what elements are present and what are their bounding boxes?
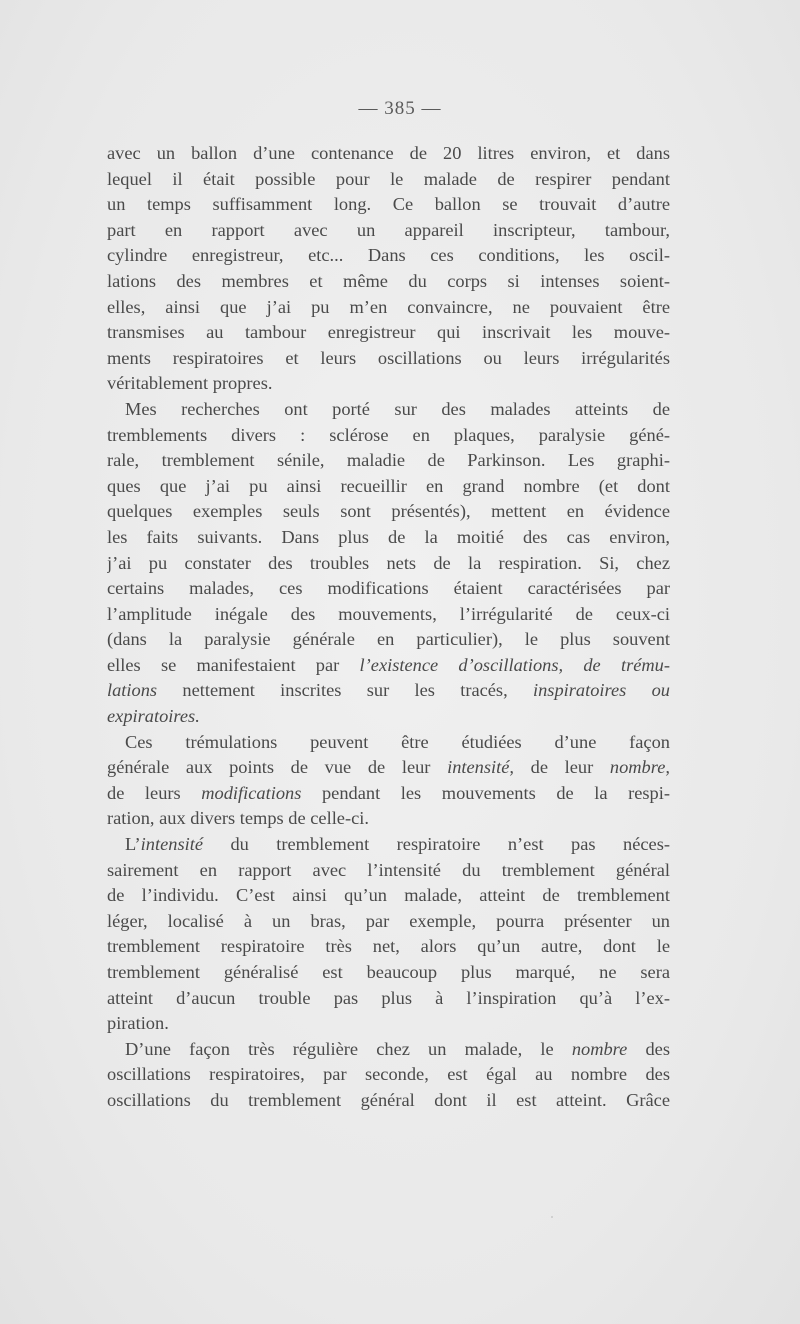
text-run: L’ xyxy=(125,834,141,855)
text-line: avec un ballon d’une contenance de 20 litres environ, et dans xyxy=(107,143,670,163)
text-line xyxy=(107,1037,670,1063)
text-run: des xyxy=(645,1038,670,1059)
text-run: pendant les mouvements de la respi- xyxy=(321,782,670,803)
italic-run: l’existence d’oscillations, de trému- xyxy=(359,654,670,675)
text-line: part en rapport avec un appareil inscripteur, tambour, xyxy=(107,219,670,240)
page-number: — 385 — xyxy=(358,98,442,119)
text-line: cylindre enregistreur, etc... Dans ces conditions, les oscil- xyxy=(107,245,670,266)
text-line: lequel il était possible pour le malade de respirer pendant xyxy=(107,168,670,189)
text-line: ques que j’ai pu ainsi recueillir en grand nombre (et dont xyxy=(107,475,670,496)
text-line: sairement en rapport avec l’intensité du tremblement général xyxy=(107,859,670,880)
italic-run: intensité xyxy=(140,834,203,855)
text-run: elles se manifestaient par xyxy=(107,654,340,675)
text-line: atteint d’aucun trouble pas plus à l’inspiration qu’à l’ex- xyxy=(107,987,670,1008)
text-run: D’une façon très régulière chez un malade, le xyxy=(125,1038,554,1059)
text-line: les faits suivants. Dans plus de la moitié des cas environ, xyxy=(107,526,670,547)
text-line: Ces trémulations peuvent être étudiées d’une façon xyxy=(125,731,670,752)
text-line: (dans la paralysie générale en particulier), le plus souvent xyxy=(107,629,670,650)
text-line: ration, aux divers temps de celle-ci. xyxy=(107,808,369,829)
paper-speck xyxy=(551,1216,553,1218)
italic-run: modifications xyxy=(201,782,302,803)
text-line xyxy=(107,832,670,858)
text-line: Mes recherches ont porté sur des malades atteints de xyxy=(125,398,670,419)
text-line: tremblement respiratoire très net, alors qu’un autre, dont le xyxy=(107,936,670,957)
body-text xyxy=(107,141,670,1114)
italic-run: nombre, xyxy=(609,757,670,778)
italic-run: expiratoires. xyxy=(107,706,200,727)
text-line: j’ai pu constater des troubles nets de la respiration. Si, chez xyxy=(107,552,670,573)
text-line: oscillations respiratoires, par seconde, est égal au nombre des xyxy=(107,1064,670,1085)
text-line xyxy=(107,678,670,704)
text-line: rale, tremblement sénile, maladie de Parkinson. Les graphi- xyxy=(107,450,670,471)
text-line: l’amplitude inégale des mouvements, l’irrégularité de ceux-ci xyxy=(107,603,670,624)
text-run: générale aux points de vue de leur xyxy=(107,757,431,778)
text-line: véritablement propres. xyxy=(107,373,273,394)
text-line xyxy=(107,781,670,807)
text-run: de leurs xyxy=(107,782,181,803)
text-line: tremblements divers : sclérose en plaques, paralysie géné- xyxy=(107,424,670,445)
text-run: du tremblement respiratoire n’est pas néces- xyxy=(230,834,670,855)
italic-run: nombre xyxy=(571,1038,628,1059)
text-line: tremblement généralisé est beaucoup plus marqué, ne sera xyxy=(107,962,670,982)
text-line: transmises au tambour enregistreur qui inscrivait les mouve- xyxy=(107,322,670,343)
text-line: léger, localisé à un bras, par exemple, pourra présenter un xyxy=(107,910,670,931)
text-line: un temps suffisamment long. Ce ballon se trouvait d’autre xyxy=(107,194,670,215)
text-line: certains malades, ces modifications étaient caractérisées par xyxy=(107,578,670,599)
text-line: oscillations du tremblement général dont il est atteint. Grâce xyxy=(107,1089,670,1110)
text-line: lations des membres et même du corps si intenses soient- xyxy=(107,270,670,291)
text-line: piration. xyxy=(107,1013,169,1034)
text-line: de l’individu. C’est ainsi qu’un malade, atteint de tremblement xyxy=(107,885,670,906)
italic-run: intensité, xyxy=(447,757,514,778)
text-line: elles, ainsi que j’ai pu m’en convaincre, ne pouvaient être xyxy=(107,296,670,317)
italic-run: lations xyxy=(107,680,158,701)
text-run: nettement inscrites sur les tracés, xyxy=(182,680,508,701)
text-line xyxy=(107,704,670,730)
text-line: quelques exemples seuls sont présentés), mettent en évidence xyxy=(107,501,670,522)
text-run: de leur xyxy=(530,757,594,778)
text-line xyxy=(107,653,670,679)
italic-run: inspiratoires ou xyxy=(532,680,670,701)
text-line xyxy=(107,755,670,781)
text-line: ments respiratoires et leurs oscillations ou leurs irrégularités xyxy=(107,347,670,368)
